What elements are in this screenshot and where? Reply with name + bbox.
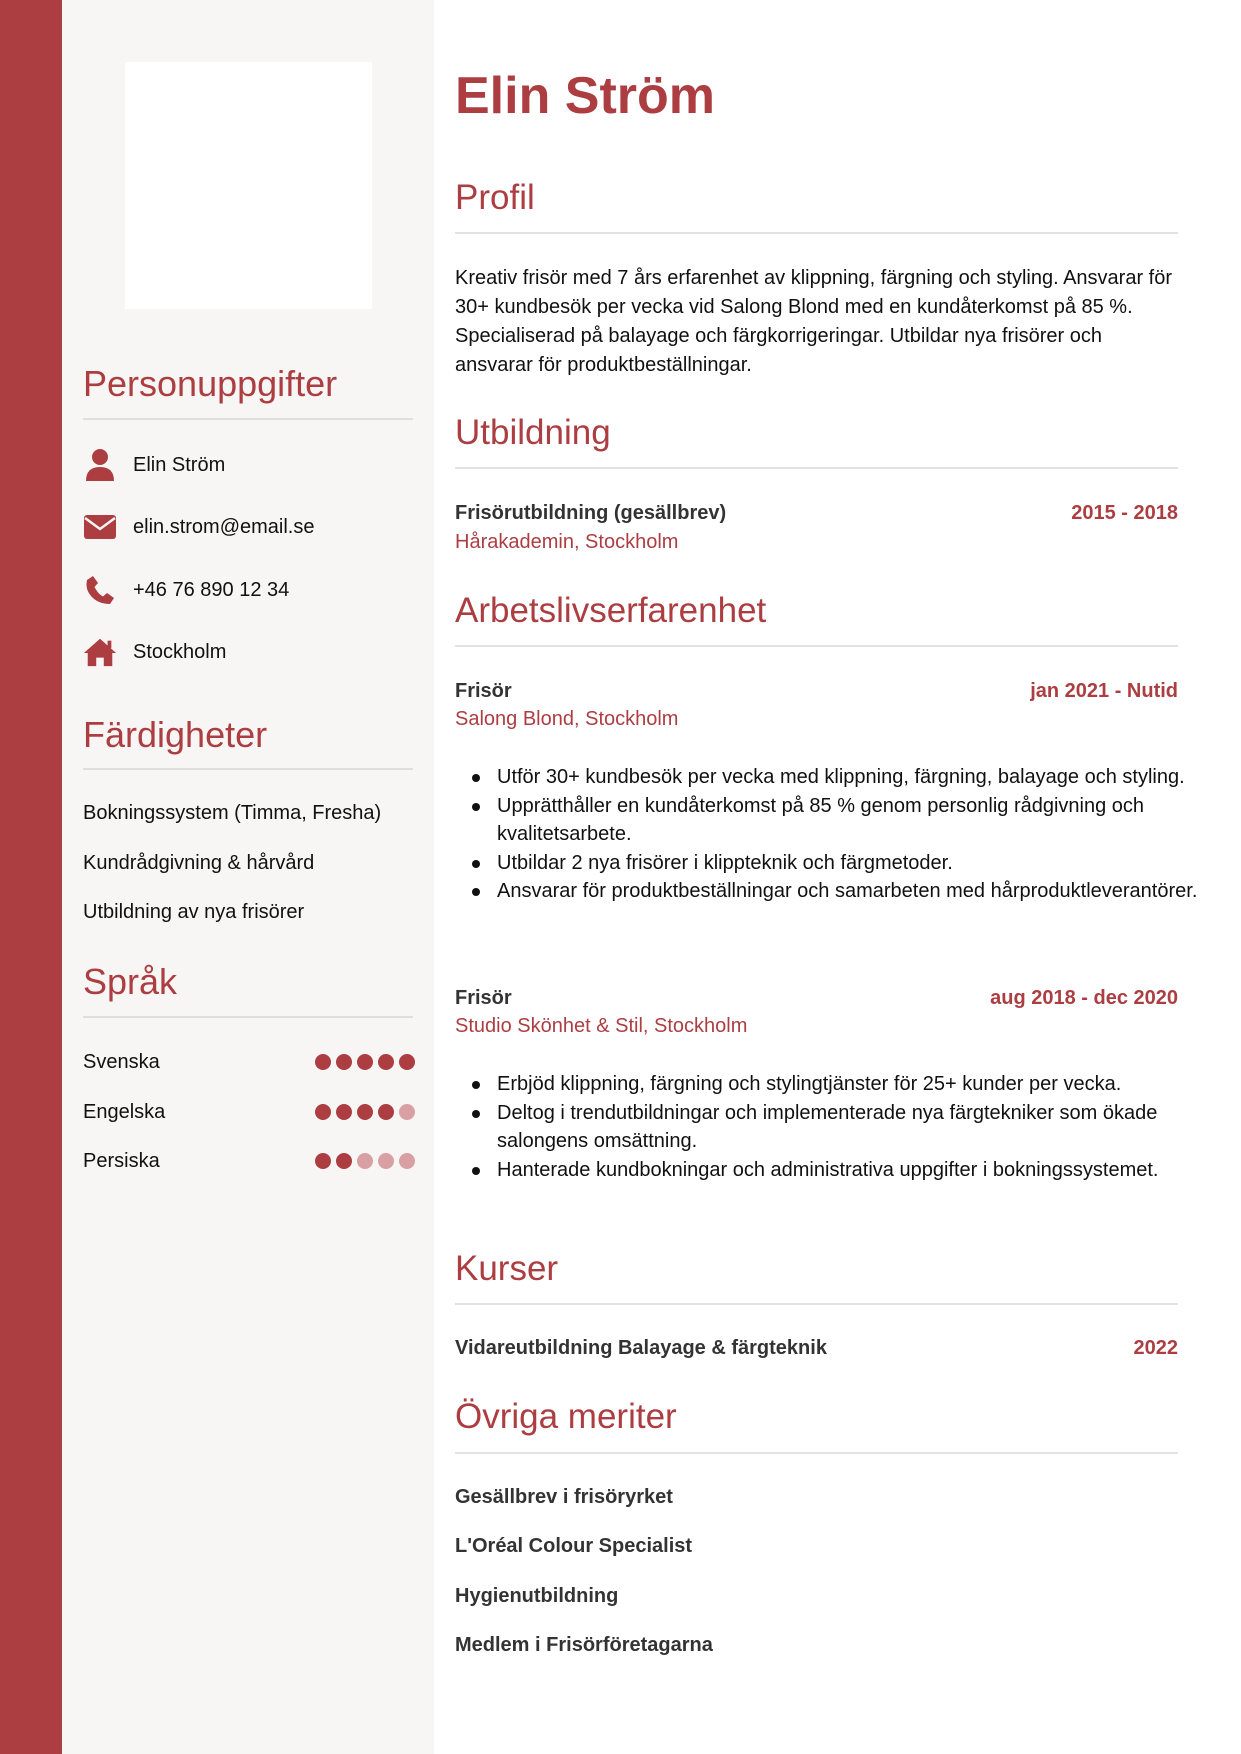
job-bullet: Utför 30+ kundbesök per vecka med klippning, färgning, balayage och styling.: [497, 763, 1217, 792]
personal-info-heading: Personuppgifter: [83, 363, 338, 404]
level-dot-filled: [315, 1104, 331, 1120]
level-dot-filled: [399, 1054, 415, 1070]
skills-heading: Färdigheter: [83, 714, 268, 755]
level-dot-filled: [357, 1104, 373, 1120]
education-title: Frisörutbildning (gesällbrev): [455, 502, 727, 524]
merit-item: Hygienutbildning: [455, 1585, 619, 1607]
job-date: aug 2018 - dec 2020: [990, 987, 1178, 1009]
job-date: jan 2021 - Nutid: [1030, 680, 1178, 702]
language-name: Svenska: [83, 1050, 160, 1073]
level-dot-empty: [399, 1153, 415, 1169]
level-dot-filled: [378, 1054, 394, 1070]
level-dot-filled: [315, 1153, 331, 1169]
job-title: Frisör: [455, 987, 512, 1009]
language-name: Engelska: [83, 1100, 166, 1123]
level-dot-filled: [315, 1054, 331, 1070]
languages-heading: Språk: [83, 961, 178, 1002]
language-row: [83, 1100, 415, 1124]
courses-heading: Kurser: [455, 1249, 559, 1288]
level-dot-empty: [357, 1153, 373, 1169]
job-employer: Salong Blond, Stockholm: [455, 708, 679, 730]
contact-location-text: Stockholm: [133, 640, 227, 663]
divider: [455, 232, 1178, 234]
envelope-icon: [83, 510, 117, 544]
contact-location: [83, 634, 226, 670]
contact-phone-text: +46 76 890 12 34: [133, 578, 290, 601]
divider: [83, 1016, 413, 1018]
level-dot-empty: [399, 1104, 415, 1120]
accent-bar: [0, 0, 62, 1754]
skill-item: Kundrådgivning & hårvård: [83, 852, 315, 874]
merit-item: Gesällbrev i frisöryrket: [455, 1486, 673, 1508]
divider: [83, 418, 413, 420]
divider: [455, 1303, 1178, 1305]
education-date: 2015 - 2018: [1071, 502, 1178, 524]
divider: [455, 467, 1178, 469]
course-title: Vidareutbildning Balayage & färgteknik: [455, 1337, 827, 1359]
language-level-dots: [315, 1054, 415, 1070]
job-bullet: Utbildar 2 nya frisörer i klippteknik och färgmetoder.: [497, 849, 1217, 878]
language-row: [83, 1050, 415, 1074]
education-school: Hårakademin, Stockholm: [455, 531, 679, 553]
contact-name: [83, 447, 225, 483]
divider: [455, 1452, 1178, 1454]
level-dot-filled: [336, 1054, 352, 1070]
level-dot-empty: [378, 1153, 394, 1169]
contact-email-text: elin.strom@email.se: [133, 515, 315, 538]
merits-heading: Övriga meriter: [455, 1397, 677, 1436]
person-icon: [83, 448, 117, 482]
language-name: Persiska: [83, 1149, 160, 1172]
profile-text: Kreativ frisör med 7 års erfarenhet av klippning, färgning och styling. Ansvarar för 30+ kundbesök per vecka vid Salong Blond med en kundåterkomst på 85 %. Specialiserad på balayage och färgkorrigeringar. Utbildar nya frisörer och ansvarar för produktbeställningar.: [455, 267, 1173, 376]
education-heading: Utbildning: [455, 413, 611, 452]
home-icon: [83, 635, 117, 669]
skill-item: Utbildning av nya frisörer: [83, 901, 305, 923]
job-bullet: Hanterade kundbokningar och administrativa uppgifter i bokningssystemet.: [497, 1156, 1217, 1185]
language-level-dots: [315, 1153, 415, 1169]
merit-item: Medlem i Frisörföretagarna: [455, 1634, 713, 1656]
phone-icon: [83, 573, 117, 607]
merit-item: L'Oréal Colour Specialist: [455, 1535, 693, 1557]
job-bullets: [455, 763, 1217, 906]
contact-name-text: Elin Ström: [133, 453, 226, 476]
contact-phone: [83, 572, 289, 608]
level-dot-filled: [378, 1104, 394, 1120]
level-dot-filled: [357, 1054, 373, 1070]
job-bullet: Deltog i trendutbildningar och implementerade nya färgtekniker som ökade salongens omsättning.: [497, 1099, 1217, 1156]
job-bullet: Upprätthåller en kundåterkomst på 85 % genom personlig rådgivning och kvalitetsarbete.: [497, 792, 1217, 849]
candidate-name: Elin Ström: [455, 67, 716, 125]
level-dot-filled: [336, 1104, 352, 1120]
job-bullet: Erbjöd klippning, färgning och stylingtjänster för 25+ kunder per vecka.: [497, 1070, 1217, 1099]
job-employer: Studio Skönhet & Stil, Stockholm: [455, 1015, 748, 1037]
job-title: Frisör: [455, 680, 512, 702]
experience-heading: Arbetslivserfarenhet: [455, 591, 767, 630]
level-dot-filled: [336, 1153, 352, 1169]
language-row: [83, 1149, 415, 1173]
language-level-dots: [315, 1104, 415, 1120]
course-date: 2022: [1133, 1337, 1178, 1359]
skill-item: Bokningssystem (Timma, Fresha): [83, 802, 382, 824]
contact-email: [83, 509, 314, 545]
profile-heading: Profil: [455, 178, 535, 217]
job-bullets: [455, 1070, 1217, 1184]
profile-photo: [125, 62, 372, 309]
divider: [83, 768, 413, 770]
divider: [455, 645, 1178, 647]
job-bullet: Ansvarar för produktbeställningar och samarbeten med hårproduktleverantörer.: [497, 877, 1217, 906]
